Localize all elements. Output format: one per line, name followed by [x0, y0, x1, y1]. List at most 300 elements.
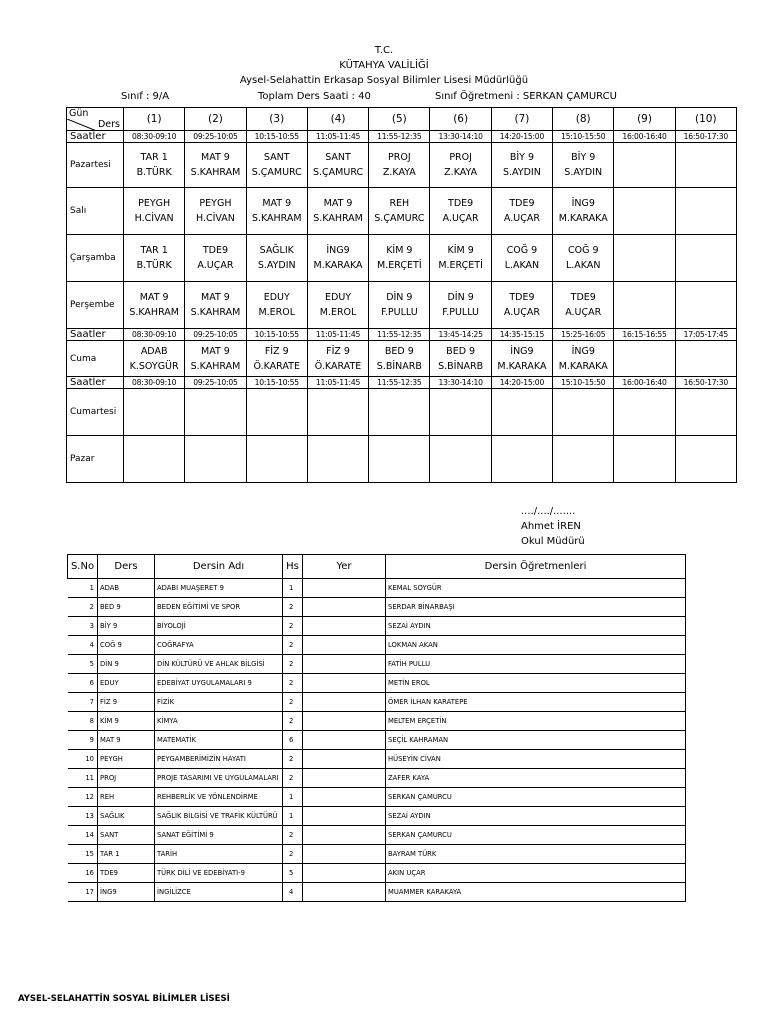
- lesson-cell: [675, 436, 736, 483]
- course-name: MATEMATİK: [155, 731, 283, 750]
- course-code: PROJ: [98, 769, 155, 788]
- course-hours: 2: [283, 750, 303, 769]
- course-row: [68, 674, 686, 693]
- lesson-code: İNG9: [510, 345, 534, 357]
- course-teacher: ZAFER KAYA: [386, 769, 686, 788]
- lesson-code: TAR 1: [140, 152, 168, 163]
- period-time: 16:00-16:40: [614, 377, 675, 389]
- period-header: (7): [491, 108, 552, 131]
- course-code: BİY 9: [98, 617, 155, 636]
- lesson-cell: [614, 282, 675, 329]
- lesson-cell: [369, 235, 430, 282]
- lesson-teacher: S.ÇAMURC: [374, 213, 425, 224]
- timetable: [66, 107, 737, 483]
- lesson-code: FİZ 9: [326, 345, 350, 357]
- lesson-cell: [491, 282, 552, 329]
- course-code: DİN 9: [98, 655, 155, 674]
- course-place: [303, 883, 386, 902]
- lesson-code: İNG9: [571, 345, 595, 357]
- course-teacher: SERKAN ÇAMURCU: [386, 788, 686, 807]
- course-place: [303, 750, 386, 769]
- class-value: 9/A: [152, 91, 170, 102]
- course-name: ADABI MUAŞERET 9: [155, 579, 283, 598]
- period-time: 10:15-10:55: [246, 329, 307, 341]
- course-row: [68, 883, 686, 902]
- class-teacher-value: SERKAN ÇAMURCU: [522, 91, 617, 102]
- course-name: BİYOLOJİ: [155, 617, 283, 636]
- lesson-code: TDE9: [509, 198, 535, 209]
- course-place: [303, 826, 386, 845]
- lesson-teacher: A.UÇAR: [565, 307, 602, 318]
- lesson-teacher: B.TÜRK: [136, 167, 172, 178]
- course-hours: 2: [283, 655, 303, 674]
- course-teacher: ÖMER İLHAN KARATEPE: [386, 693, 686, 712]
- lesson-cell: [369, 436, 430, 483]
- hours-row: [67, 131, 737, 143]
- course-row: [68, 712, 686, 731]
- lesson-code: COĞ 9: [506, 245, 538, 256]
- lesson-cell: [124, 235, 185, 282]
- course-name: PROJE TASARIMI VE UYGULAMALARI: [155, 769, 283, 788]
- course-place: [303, 655, 386, 674]
- period-time: 11:55-12:35: [369, 377, 430, 389]
- lesson-cell: [675, 188, 736, 235]
- period-time: 16:50-17:30: [675, 131, 736, 143]
- course-teacher: HÜSEYİN CİVAN: [386, 750, 686, 769]
- lesson-cell: [246, 143, 307, 188]
- lesson-cell: [430, 341, 491, 377]
- course-code: ADAB: [98, 579, 155, 598]
- course-row: [68, 636, 686, 655]
- total-hours-label: Toplam Ders Saati :: [258, 91, 355, 102]
- lesson-cell: [307, 143, 368, 188]
- day-row: [67, 282, 737, 329]
- course-teacher: LOKMAN AKAN: [386, 636, 686, 655]
- lesson-teacher: L.AKAN: [504, 260, 540, 271]
- course-row: [68, 579, 686, 598]
- period-time: 08:30-09:10: [124, 131, 185, 143]
- course-code: SANT: [98, 826, 155, 845]
- row-number: 4: [68, 636, 98, 655]
- course-hours: 2: [283, 674, 303, 693]
- period-time: 09:25-10:05: [185, 329, 246, 341]
- lesson-cell: [553, 188, 614, 235]
- row-number: 14: [68, 826, 98, 845]
- lesson-code: TDE9: [448, 198, 474, 209]
- lesson-code: PEYGH: [138, 198, 171, 209]
- lesson-cell: [185, 341, 246, 377]
- lesson-cell: [185, 143, 246, 188]
- course-place: [303, 598, 386, 617]
- course-place: [303, 788, 386, 807]
- course-place: [303, 731, 386, 750]
- course-row: [68, 845, 686, 864]
- course-teacher: BAYRAM TÜRK: [386, 845, 686, 864]
- course-hours: 2: [283, 712, 303, 731]
- day-row: [67, 341, 737, 377]
- lesson-teacher: Ö.KARATE: [253, 360, 300, 372]
- lesson-cell: [246, 436, 307, 483]
- lesson-cell: [185, 436, 246, 483]
- class-teacher-info: [435, 91, 617, 103]
- lesson-code: MAT 9: [139, 292, 169, 303]
- lesson-cell: [614, 143, 675, 188]
- day-name: Çarşamba: [67, 235, 124, 282]
- course-code: BED 9: [98, 598, 155, 617]
- period-time: 14:20-15:00: [491, 131, 552, 143]
- period-time: 16:00-16:40: [614, 131, 675, 143]
- lesson-cell: [675, 143, 736, 188]
- header-governorship: KÜTAHYA VALİLİĞİ: [339, 60, 429, 71]
- course-name: SAĞLIK BİLGİSİ VE TRAFİK KÜLTÜRÜ: [155, 807, 283, 826]
- lesson-teacher: S.AYDIN: [564, 167, 603, 178]
- lesson-code: KİM 9: [386, 245, 413, 256]
- hours-label: Saatler: [67, 377, 124, 389]
- day-row: [67, 188, 737, 235]
- principal-name: Ahmet İREN: [521, 521, 581, 532]
- day-name: Perşembe: [67, 282, 124, 329]
- course-code: İNG9: [98, 883, 155, 902]
- course-list-header: [68, 555, 686, 579]
- course-hours: 5: [283, 864, 303, 883]
- period-time: 14:35-15:15: [491, 329, 552, 341]
- course-name: TÜRK DİLİ VE EDEBİYATI-9: [155, 864, 283, 883]
- period-time: 15:10-15:50: [553, 131, 614, 143]
- row-number: 5: [68, 655, 98, 674]
- column-header-row: [67, 108, 737, 131]
- course-code: TAR 1: [98, 845, 155, 864]
- total-hours-info: [258, 91, 371, 103]
- course-place: [303, 636, 386, 655]
- lesson-code: DİN 9: [447, 292, 474, 303]
- lesson-teacher: A.UÇAR: [197, 260, 234, 271]
- header-tc: T.C.: [374, 45, 394, 56]
- header-name: Dersin Adı: [155, 555, 283, 579]
- lesson-teacher: Ö.KARATE: [314, 360, 362, 372]
- course-name: SANAT EĞİTİMİ 9: [155, 826, 283, 845]
- lesson-code: TDE9: [202, 245, 229, 256]
- lesson-teacher: L.AKAN: [565, 260, 601, 271]
- lesson-code: MAT 9: [323, 198, 353, 209]
- lesson-teacher: S.KAHRAM: [251, 213, 302, 224]
- class-teacher-label: Sınıf Öğretmeni :: [435, 91, 520, 102]
- course-place: [303, 712, 386, 731]
- day-name: Cumartesi: [67, 389, 124, 436]
- row-number: 17: [68, 883, 98, 902]
- lesson-cell: [246, 282, 307, 329]
- hours-row: [67, 377, 737, 389]
- course-hours: 1: [283, 579, 303, 598]
- period-time: 09:25-10:05: [185, 377, 246, 389]
- period-header: (8): [553, 108, 614, 131]
- header-place: Yer: [303, 555, 386, 579]
- total-hours-value: 40: [358, 91, 371, 102]
- lesson-cell: [124, 389, 185, 436]
- course-place: [303, 674, 386, 693]
- period-time: 13:30-14:10: [430, 377, 491, 389]
- period-time: 11:05-11:45: [307, 329, 368, 341]
- lesson-teacher: S.KAHRAM: [190, 360, 241, 372]
- period-time: 10:15-10:55: [246, 377, 307, 389]
- course-name: REHBERLİK VE YÖNLENDİRME: [155, 788, 283, 807]
- lesson-cell: [430, 389, 491, 436]
- course-place: [303, 693, 386, 712]
- lesson-cell: [307, 436, 368, 483]
- course-row: [68, 807, 686, 826]
- lesson-teacher: M.ERÇETİ: [377, 260, 422, 271]
- course-name: BEDEN EĞİTİMİ VE SPOR: [155, 598, 283, 617]
- lesson-code: SANT: [325, 152, 351, 163]
- lesson-teacher: M.KARAKA: [558, 213, 608, 224]
- lesson-cell: [553, 389, 614, 436]
- signature-date: ..../..../.......: [521, 506, 576, 517]
- lesson-cell: [491, 235, 552, 282]
- lesson-cell: [124, 188, 185, 235]
- day-row: [67, 389, 737, 436]
- corner-lesson-label: Ders: [97, 119, 120, 130]
- header-code: Ders: [98, 555, 155, 579]
- lesson-cell: [614, 436, 675, 483]
- lesson-teacher: M.KARAKA: [558, 360, 608, 372]
- day-name: Pazar: [67, 436, 124, 483]
- lesson-cell: [246, 341, 307, 377]
- header-hours: Hs: [283, 555, 303, 579]
- lesson-code: PEYGH: [199, 198, 232, 209]
- lesson-cell: [246, 235, 307, 282]
- row-number: 7: [68, 693, 98, 712]
- lesson-cell: [491, 188, 552, 235]
- lesson-code: REH: [389, 198, 410, 209]
- course-code: KİM 9: [98, 712, 155, 731]
- lesson-cell: [430, 436, 491, 483]
- course-hours: 6: [283, 731, 303, 750]
- day-row: [67, 143, 737, 188]
- course-row: [68, 617, 686, 636]
- lesson-code: COĞ 9: [567, 245, 599, 256]
- lesson-code: FİZ 9: [264, 345, 289, 357]
- header-teacher: Dersin Öğretmenleri: [386, 555, 686, 579]
- lesson-teacher: S.ÇAMURC: [312, 167, 364, 178]
- course-hours: 1: [283, 788, 303, 807]
- course-code: MAT 9: [98, 731, 155, 750]
- lesson-cell: [614, 341, 675, 377]
- lesson-cell: [614, 188, 675, 235]
- period-time: 15:25-16:05: [553, 329, 614, 341]
- lesson-teacher: A.UÇAR: [503, 307, 540, 318]
- lesson-code: SAĞLIK: [259, 245, 294, 256]
- course-code: PEYGH: [98, 750, 155, 769]
- period-time: 13:45-14:25: [430, 329, 491, 341]
- day-name: Cuma: [67, 341, 124, 377]
- lesson-cell: [369, 389, 430, 436]
- lesson-cell: [430, 143, 491, 188]
- lesson-cell: [430, 235, 491, 282]
- period-header: (5): [369, 108, 430, 131]
- course-name: İNGİLİZCE: [155, 883, 283, 902]
- day-name: Pazartesi: [67, 143, 124, 188]
- row-number: 2: [68, 598, 98, 617]
- lesson-teacher: B.TÜRK: [136, 260, 172, 271]
- lesson-cell: [124, 341, 185, 377]
- lesson-code: SANT: [263, 152, 290, 163]
- lesson-code: MAT 9: [262, 198, 292, 209]
- lesson-cell: [553, 235, 614, 282]
- row-number: 1: [68, 579, 98, 598]
- lesson-teacher: M.KARAKA: [313, 260, 363, 271]
- course-code: REH: [98, 788, 155, 807]
- lesson-teacher: A.UÇAR: [503, 213, 540, 224]
- lesson-teacher: M.KARAKA: [497, 360, 547, 372]
- course-hours: 2: [283, 598, 303, 617]
- course-teacher: MUAMMER KARAKAYA: [386, 883, 686, 902]
- period-header: (1): [124, 108, 185, 131]
- row-number: 13: [68, 807, 98, 826]
- course-row: [68, 788, 686, 807]
- course-teacher: SEZAİ AYDIN: [386, 807, 686, 826]
- day-row: [67, 235, 737, 282]
- course-code: EDUY: [98, 674, 155, 693]
- lesson-code: KİM 9: [447, 245, 474, 256]
- lesson-teacher: H.CİVAN: [195, 213, 235, 224]
- lesson-cell: [185, 389, 246, 436]
- course-name: TARİH: [155, 845, 283, 864]
- lesson-cell: [307, 235, 368, 282]
- period-time: 14:20-15:00: [491, 377, 552, 389]
- corner-cell: [67, 108, 124, 131]
- lesson-code: MAT 9: [201, 152, 230, 163]
- lesson-teacher: S.KAHRAM: [129, 307, 179, 318]
- course-hours: 2: [283, 617, 303, 636]
- period-header: (9): [614, 108, 675, 131]
- lesson-cell: [553, 341, 614, 377]
- course-row: [68, 826, 686, 845]
- row-number: 12: [68, 788, 98, 807]
- lesson-code: BED 9: [446, 345, 476, 357]
- lesson-code: EDUY: [263, 292, 290, 303]
- lesson-cell: [369, 341, 430, 377]
- lesson-teacher: H.CİVAN: [134, 213, 174, 224]
- header-sno: S.No: [68, 555, 98, 579]
- lesson-cell: [491, 341, 552, 377]
- lesson-cell: [185, 282, 246, 329]
- course-hours: 2: [283, 769, 303, 788]
- course-place: [303, 579, 386, 598]
- course-hours: 2: [283, 636, 303, 655]
- row-number: 11: [68, 769, 98, 788]
- period-header: (10): [675, 108, 736, 131]
- lesson-cell: [553, 282, 614, 329]
- course-teacher: MELTEM ERÇETİN: [386, 712, 686, 731]
- course-row: [68, 769, 686, 788]
- course-name: KİMYA: [155, 712, 283, 731]
- course-code: FİZ 9: [98, 693, 155, 712]
- row-number: 9: [68, 731, 98, 750]
- lesson-cell: [614, 389, 675, 436]
- lesson-teacher: S.AYDIN: [257, 260, 296, 271]
- lesson-code: İNG9: [571, 198, 595, 209]
- period-time: 13:30-14:10: [430, 131, 491, 143]
- lesson-cell: [675, 389, 736, 436]
- lesson-cell: [491, 436, 552, 483]
- lesson-teacher: K.SOYGÜR: [129, 360, 179, 372]
- lesson-cell: [369, 143, 430, 188]
- lesson-code: EDUY: [325, 292, 352, 303]
- lesson-code: TAR 1: [140, 245, 168, 256]
- lesson-code: ADAB: [140, 345, 168, 357]
- lesson-teacher: S.KAHRAM: [313, 213, 363, 224]
- lesson-code: TDE9: [509, 292, 535, 303]
- lesson-cell: [124, 436, 185, 483]
- course-hours: 2: [283, 845, 303, 864]
- lesson-teacher: S.KAHRAM: [190, 307, 241, 318]
- lesson-cell: [675, 235, 736, 282]
- lesson-code: İNG9: [326, 245, 350, 256]
- lesson-teacher: M.EROL: [319, 307, 357, 318]
- lesson-cell: [675, 341, 736, 377]
- lesson-code: BED 9: [384, 345, 414, 357]
- footer-school-name: AYSEL-SELAHATTİN SOSYAL BİLİMLER LİSESİ: [18, 994, 230, 1004]
- lesson-teacher: S.BİNARB: [376, 360, 422, 372]
- course-code: SAĞLIK: [98, 807, 155, 826]
- course-teacher: FATİH PULLU: [386, 655, 686, 674]
- course-hours: 2: [283, 826, 303, 845]
- lesson-cell: [614, 235, 675, 282]
- lesson-code: BİY 9: [509, 152, 535, 163]
- lesson-teacher: M.EROL: [258, 307, 296, 318]
- header-school: Aysel-Selahattin Erkasap Sosyal Bilimler Lisesi Müdürlüğü: [239, 75, 529, 86]
- course-code: COĞ 9: [98, 636, 155, 655]
- lesson-cell: [246, 389, 307, 436]
- lesson-cell: [553, 436, 614, 483]
- course-hours: 1: [283, 807, 303, 826]
- lesson-cell: [553, 143, 614, 188]
- row-number: 8: [68, 712, 98, 731]
- period-header: (6): [430, 108, 491, 131]
- course-row: [68, 655, 686, 674]
- class-info: [121, 91, 169, 103]
- course-place: [303, 845, 386, 864]
- course-teacher: SEÇİL KAHRAMAN: [386, 731, 686, 750]
- period-time: 15:10-15:50: [553, 377, 614, 389]
- course-teacher: SEZAİ AYDIN: [386, 617, 686, 636]
- lesson-teacher: S.BİNARB: [438, 360, 484, 372]
- lesson-teacher: Z.KAYA: [382, 167, 416, 178]
- course-teacher: SERKAN ÇAMURCU: [386, 826, 686, 845]
- course-list-table: [67, 554, 686, 902]
- course-name: COĞRAFYA: [155, 636, 283, 655]
- lesson-cell: [246, 188, 307, 235]
- course-name: PEYGAMBERİMİZİN HAYATI: [155, 750, 283, 769]
- lesson-code: TDE9: [570, 292, 596, 303]
- lesson-teacher: S.ÇAMURC: [251, 167, 302, 178]
- lesson-cell: [491, 389, 552, 436]
- course-place: [303, 769, 386, 788]
- lesson-cell: [369, 188, 430, 235]
- lesson-cell: [307, 188, 368, 235]
- period-header: (2): [185, 108, 246, 131]
- lesson-teacher: F.PULLU: [442, 307, 479, 318]
- lesson-cell: [185, 188, 246, 235]
- course-name: FİZİK: [155, 693, 283, 712]
- course-teacher: AKIN UÇAR: [386, 864, 686, 883]
- lesson-cell: [185, 235, 246, 282]
- course-teacher: METİN EROL: [386, 674, 686, 693]
- period-time: 10:15-10:55: [246, 131, 307, 143]
- course-row: [68, 731, 686, 750]
- hours-label: Saatler: [67, 329, 124, 341]
- course-place: [303, 807, 386, 826]
- period-time: 09:25-10:05: [185, 131, 246, 143]
